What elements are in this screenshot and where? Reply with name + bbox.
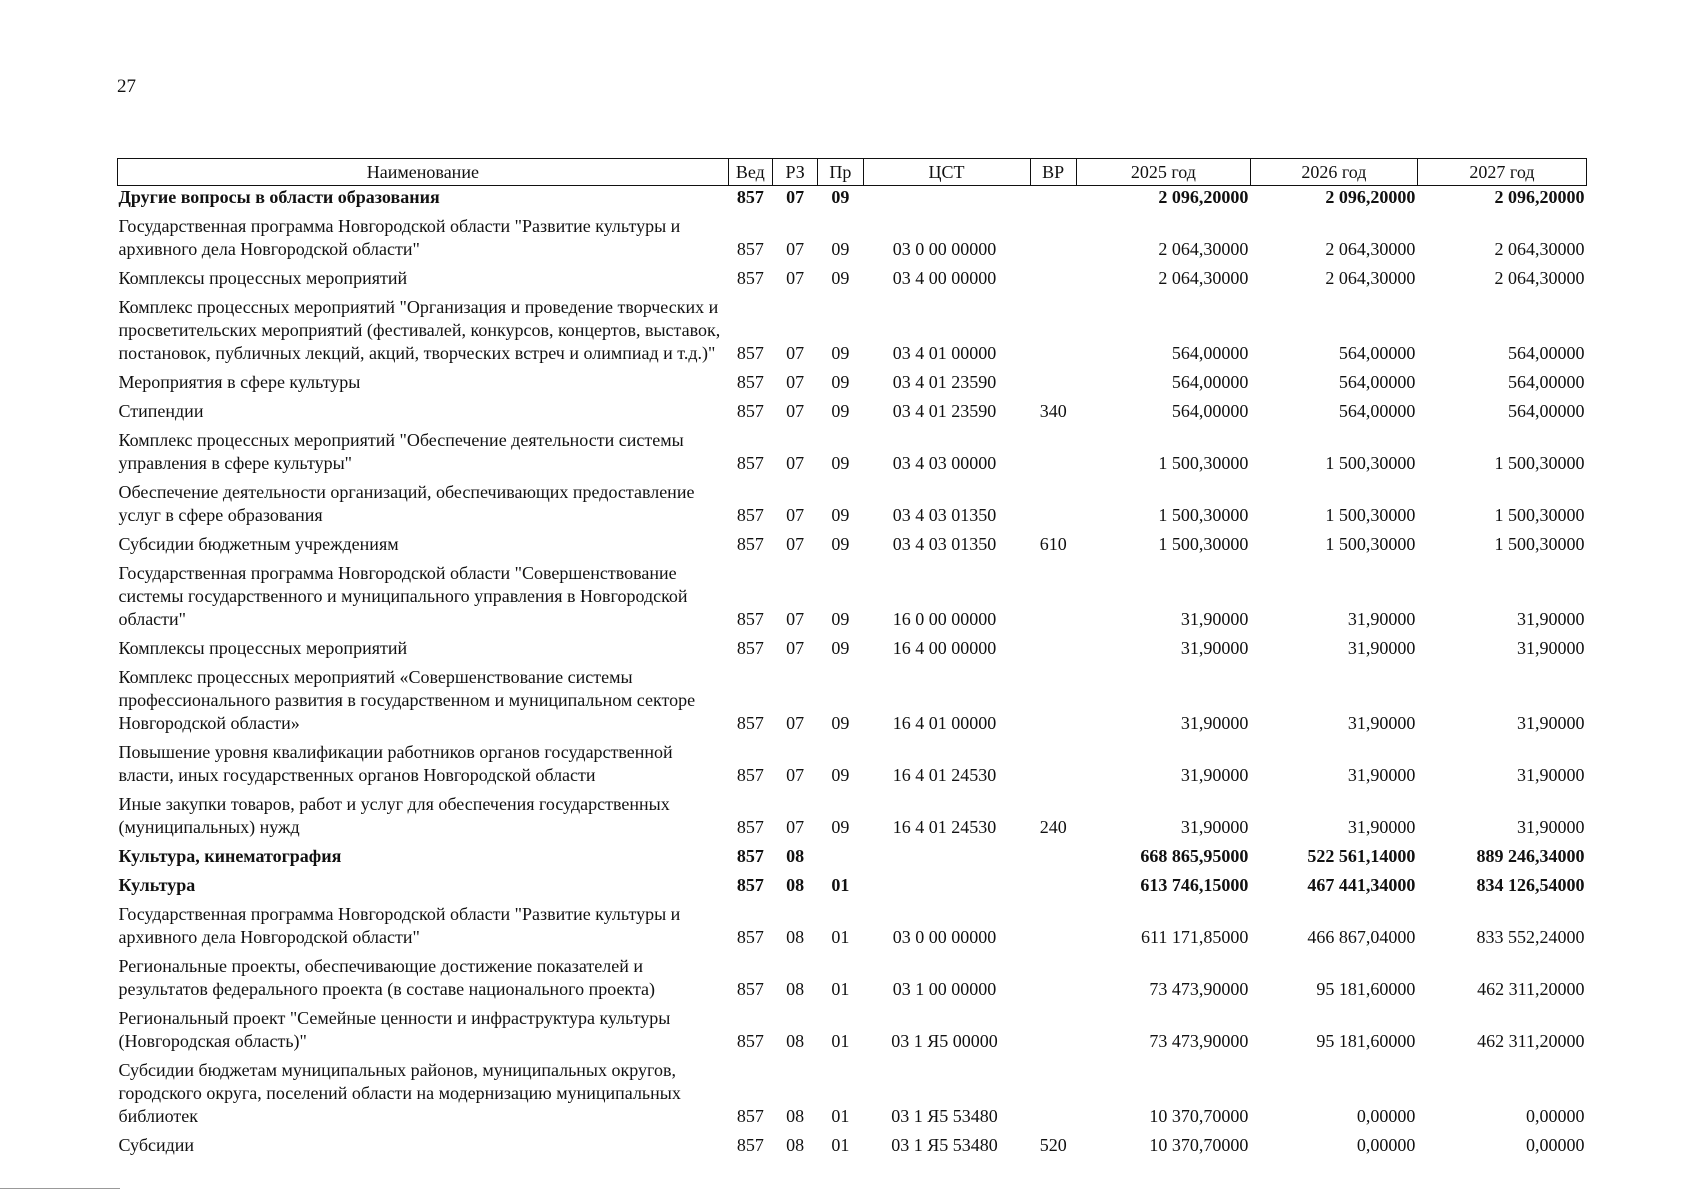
cell-y2026: 0,00000 [1356,1106,1416,1126]
cell-pr: 01 [831,927,850,947]
cell-ved: 857 [736,875,764,895]
cell-rz: 07 [786,453,805,473]
table-row [118,186,1587,210]
cell-y2027: 564,00000 [1508,401,1585,421]
table-header [118,159,1587,186]
cell-rz: 07 [786,372,805,392]
cell-ved: 857 [736,1031,764,1051]
cell-name: Субсидии [118,1135,195,1155]
table-row [118,1128,1587,1157]
cell-name: Комплекс процессных мероприятий «Совершенствование системы профессионального развития в государственном и муниципальном секторе Новгородской области» [118,667,696,733]
cell-y2025: 1 500,30000 [1158,505,1249,525]
cell-pr: 09 [831,401,850,421]
table-row [118,735,1587,787]
cell-pr: 09 [831,713,850,733]
cell-pr: 09 [831,505,850,525]
cell-y2025: 2 096,20000 [1158,187,1249,207]
cell-y2027: 1 500,30000 [1494,453,1585,473]
cell-y2027: 834 126,54000 [1476,875,1585,895]
cell-ved: 857 [736,817,764,837]
cell-name: Мероприятия в сфере культуры [118,372,361,392]
cell-y2027: 564,00000 [1508,372,1585,392]
cell-ved: 857 [736,453,764,473]
cell-pr [818,839,863,868]
cell-y2026: 95 181,60000 [1316,1031,1416,1051]
cell-y2026: 2 064,30000 [1325,268,1416,288]
table-row [118,631,1587,660]
cell-rz: 07 [786,817,805,837]
cell-ved: 857 [736,505,764,525]
cell-y2027: 2 096,20000 [1494,187,1585,207]
cell-name: Субсидии бюджетным учреждениям [118,534,399,554]
cell-vr [1030,556,1076,631]
cell-vr [1030,897,1076,949]
cell-cst: 03 0 00 00000 [892,927,997,947]
cell-ved: 857 [736,268,764,288]
cell-pr: 09 [831,817,850,837]
cell-vr: 610 [1039,534,1067,554]
cell-vr [1030,209,1076,261]
table-row [118,660,1587,735]
cell-rz: 07 [786,187,805,207]
cell-ved: 857 [736,765,764,785]
cell-pr: 09 [831,268,850,288]
cell-pr: 01 [831,875,850,895]
cell-y2025: 613 746,15000 [1140,875,1249,895]
table-row [118,868,1587,897]
cell-y2027: 31,90000 [1517,765,1585,785]
cell-vr [1030,839,1076,868]
cell-pr: 09 [831,343,850,363]
cell-y2025: 10 370,70000 [1149,1106,1249,1126]
cell-cst: 03 4 03 01350 [892,534,997,554]
table-row [118,787,1587,839]
table-row [118,527,1587,556]
cell-y2025: 564,00000 [1171,343,1249,363]
cell-rz: 07 [786,505,805,525]
table-body [118,186,1587,1158]
header-2027: 2027 год [1417,159,1586,186]
cell-cst: 16 4 01 00000 [892,713,997,733]
cell-vr [1030,423,1076,475]
cell-y2027: 462 311,20000 [1477,1031,1585,1051]
cell-rz: 07 [786,401,805,421]
cell-ved: 857 [736,979,764,999]
cell-cst: 03 1 Я5 53480 [891,1135,998,1155]
cell-y2027: 31,90000 [1517,609,1585,629]
cell-pr: 09 [831,239,850,259]
cell-ved: 857 [736,187,764,207]
cell-y2025: 31,90000 [1180,638,1249,658]
cell-y2025: 10 370,70000 [1149,1135,1249,1155]
cell-name: Обеспечение деятельности организаций, обеспечивающих предоставление услуг в сфере образования [118,482,695,525]
cell-cst: 16 4 01 24530 [892,817,997,837]
cell-pr: 09 [831,187,850,207]
cell-name: Государственная программа Новгородской области "Развитие культуры и архивного дела Новгородской области" [118,216,681,259]
cell-pr: 01 [831,979,850,999]
header-ved: Вед [728,159,772,186]
cell-vr [1030,660,1076,735]
cell-y2027: 1 500,30000 [1494,534,1585,554]
table-row [118,290,1587,365]
cell-y2025: 73 473,90000 [1149,979,1249,999]
cell-vr [1030,868,1076,897]
cell-y2027: 31,90000 [1517,638,1585,658]
table-row [118,839,1587,868]
cell-cst: 03 4 03 01350 [892,505,997,525]
header-pr: Пр [818,159,863,186]
cell-rz: 08 [786,1135,805,1155]
cell-ved: 857 [736,372,764,392]
cell-rz: 08 [786,1106,805,1126]
cell-ved: 857 [736,609,764,629]
cell-y2025: 2 064,30000 [1158,268,1249,288]
cell-rz: 07 [786,638,805,658]
cell-y2027: 462 311,20000 [1477,979,1585,999]
cell-y2025: 1 500,30000 [1158,453,1249,473]
cell-y2026: 31,90000 [1347,765,1416,785]
cell-y2026: 466 867,04000 [1307,927,1416,947]
cell-pr: 09 [831,534,850,554]
cell-ved: 857 [736,638,764,658]
cell-cst [863,186,1030,210]
cell-y2026: 1 500,30000 [1325,453,1416,473]
cell-y2027: 1 500,30000 [1494,505,1585,525]
cell-cst: 03 4 03 00000 [892,453,997,473]
cell-rz: 07 [786,343,805,363]
cell-name: Культура [118,875,196,895]
table-row [118,556,1587,631]
cell-y2025: 73 473,90000 [1149,1031,1249,1051]
cell-cst: 03 4 01 23590 [892,401,997,421]
table-row [118,261,1587,290]
cell-y2025: 31,90000 [1180,609,1249,629]
cell-pr: 01 [831,1031,850,1051]
cell-y2025: 31,90000 [1180,765,1249,785]
cell-name: Региональные проекты, обеспечивающие достижение показателей и результатов федерального проекта (в составе национального проекта) [118,956,656,999]
cell-vr [1030,261,1076,290]
cell-pr: 09 [831,638,850,658]
cell-y2026: 1 500,30000 [1325,534,1416,554]
cell-cst: 03 4 00 00000 [892,268,997,288]
cell-y2026: 2 096,20000 [1325,187,1416,207]
cell-y2026: 1 500,30000 [1325,505,1416,525]
cell-y2026: 31,90000 [1347,713,1416,733]
header-name: Наименование [118,159,729,186]
cell-pr: 01 [831,1106,850,1126]
cell-vr: 520 [1039,1135,1067,1155]
cell-ved: 857 [736,343,764,363]
cell-cst: 16 0 00 00000 [892,609,997,629]
cell-rz: 08 [786,846,805,866]
cell-name: Иные закупки товаров, работ и услуг для обеспечения государственных (муниципальных) нужд [118,794,670,837]
cell-y2025: 2 064,30000 [1158,239,1249,259]
cell-cst [863,868,1030,897]
header-rz: РЗ [773,159,818,186]
cell-pr: 09 [831,372,850,392]
table-row [118,209,1587,261]
cell-y2025: 564,00000 [1171,401,1249,421]
cell-y2027: 2 064,30000 [1494,268,1585,288]
cell-ved: 857 [736,239,764,259]
cell-y2027: 833 552,24000 [1476,927,1585,947]
cell-ved: 857 [736,927,764,947]
table-row [118,423,1587,475]
cell-vr [1030,475,1076,527]
cell-y2027: 2 064,30000 [1494,239,1585,259]
cell-vr [1030,186,1076,210]
cell-name: Стипендии [118,401,204,421]
table-row [118,949,1587,1001]
cell-rz: 08 [786,979,805,999]
cell-name: Другие вопросы в области образования [118,187,440,207]
header-2025: 2025 год [1076,159,1250,186]
cell-ved: 857 [736,1106,764,1126]
cell-ved: 857 [736,713,764,733]
cell-y2025: 668 865,95000 [1140,846,1249,866]
cell-vr [1030,735,1076,787]
cell-rz: 08 [786,875,805,895]
cell-y2026: 31,90000 [1347,638,1416,658]
cell-rz: 07 [786,713,805,733]
budget-table [117,158,1587,1157]
cell-cst: 16 4 01 24530 [892,765,997,785]
cell-rz: 08 [786,927,805,947]
table-row [118,897,1587,949]
cell-name: Комплексы процессных мероприятий [118,268,408,288]
cell-rz: 07 [786,765,805,785]
cell-cst: 16 4 00 00000 [892,638,997,658]
cell-name: Комплекс процессных мероприятий "Организация и проведение творческих и просветительских мероприятий (фестивалей, конкурсов, концертов, выставок, постановок, публичных лекций, акций, творческих встреч и олимпиад и т.д.)" [118,297,721,363]
cell-cst: 03 1 Я5 00000 [891,1031,998,1051]
cell-name: Комплекс процессных мероприятий "Обеспечение деятельности системы управления в сфере культуры" [118,430,684,473]
scan-artifact-line [0,1188,120,1189]
cell-y2027: 31,90000 [1517,817,1585,837]
cell-y2026: 2 064,30000 [1325,239,1416,259]
cell-pr: 09 [831,609,850,629]
cell-name: Государственная программа Новгородской области "Развитие культуры и архивного дела Новгородской области" [118,904,681,947]
cell-ved: 857 [736,846,764,866]
cell-name: Комплексы процессных мероприятий [118,638,408,658]
cell-y2025: 564,00000 [1171,372,1249,392]
cell-cst: 03 4 01 00000 [892,343,997,363]
header-cst: ЦСТ [863,159,1030,186]
cell-y2025: 1 500,30000 [1158,534,1249,554]
cell-rz: 07 [786,534,805,554]
cell-y2026: 467 441,34000 [1307,875,1416,895]
cell-rz: 07 [786,239,805,259]
cell-y2026: 564,00000 [1338,401,1416,421]
cell-cst: 03 0 00 00000 [892,239,997,259]
cell-vr [1030,290,1076,365]
cell-y2026: 95 181,60000 [1316,979,1416,999]
cell-vr [1030,949,1076,1001]
header-vr: ВР [1030,159,1076,186]
cell-cst: 03 1 Я5 53480 [891,1106,998,1126]
table-row [118,1053,1587,1128]
cell-y2027: 0,00000 [1526,1106,1585,1126]
page-number: 27 [117,76,136,97]
cell-y2026: 31,90000 [1347,817,1416,837]
cell-y2027: 0,00000 [1526,1135,1585,1155]
cell-name: Субсидии бюджетам муниципальных районов, муниципальных округов, городского округа, поселений области на модернизацию муниципальных библиотек [118,1060,681,1126]
table-row [118,394,1587,423]
cell-rz: 08 [786,1031,805,1051]
cell-y2027: 564,00000 [1508,343,1585,363]
cell-vr [1030,1001,1076,1053]
cell-cst [863,839,1030,868]
cell-y2027: 31,90000 [1517,713,1585,733]
table-row [118,475,1587,527]
cell-y2027: 889 246,34000 [1476,846,1585,866]
cell-rz: 07 [786,268,805,288]
cell-name: Региональный проект "Семейные ценности и инфраструктура культуры (Новгородская область)" [118,1008,671,1051]
cell-name: Культура, кинематография [118,846,342,866]
cell-rz: 07 [786,609,805,629]
cell-y2026: 564,00000 [1338,372,1416,392]
cell-ved: 857 [736,401,764,421]
cell-ved: 857 [736,1135,764,1155]
cell-vr: 240 [1039,817,1067,837]
cell-pr: 09 [831,765,850,785]
cell-y2025: 31,90000 [1180,817,1249,837]
cell-y2025: 31,90000 [1180,713,1249,733]
budget-sheet [117,158,1587,1157]
cell-y2026: 564,00000 [1338,343,1416,363]
cell-y2025: 611 171,85000 [1141,927,1249,947]
cell-name: Государственная программа Новгородской области "Совершенствование системы государственного и муниципального управления в Новгородской области" [118,563,688,629]
cell-pr: 01 [831,1135,850,1155]
cell-y2026: 0,00000 [1356,1135,1416,1155]
cell-vr [1030,631,1076,660]
cell-pr: 09 [831,453,850,473]
cell-y2026: 31,90000 [1347,609,1416,629]
cell-ved: 857 [736,534,764,554]
cell-vr: 340 [1039,401,1067,421]
header-2026: 2026 год [1250,159,1417,186]
cell-cst: 03 1 00 00000 [892,979,997,999]
table-row [118,1001,1587,1053]
cell-name: Повышение уровня квалификации работников органов государственной власти, иных государственных органов Новгородской области [118,742,673,785]
table-row [118,365,1587,394]
cell-vr [1030,365,1076,394]
cell-y2026: 522 561,14000 [1307,846,1416,866]
cell-cst: 03 4 01 23590 [892,372,997,392]
cell-vr [1030,1053,1076,1128]
